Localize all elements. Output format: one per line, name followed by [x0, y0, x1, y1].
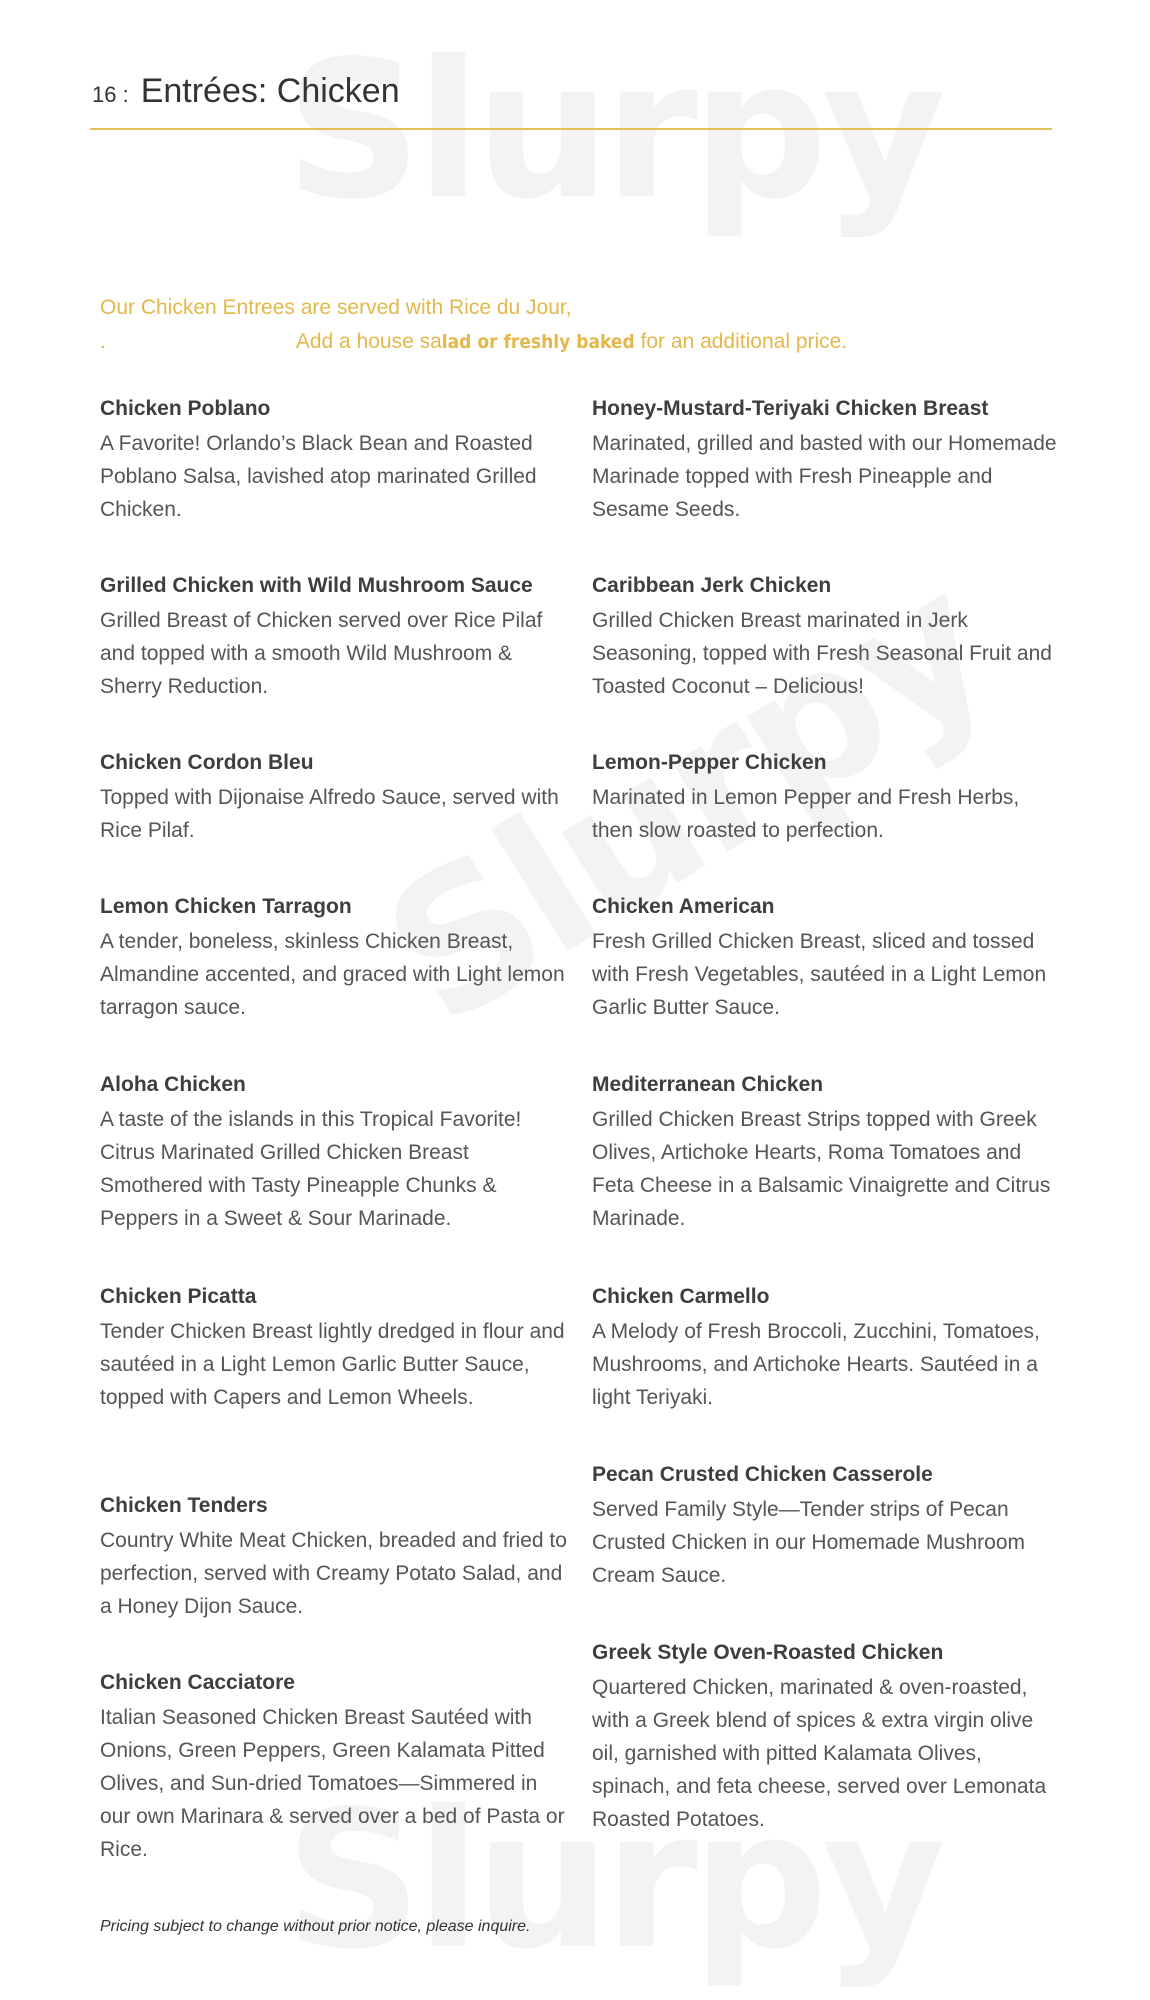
menu-item [100, 573, 570, 703]
menu-item-name: Mediterranean Chicken [592, 1073, 824, 1096]
menu-item-description: Italian Seasoned Chicken Breast Sautéed with Onions, Green Peppers, Green Kalamata Pitted Olives, and Sun-dried Tomatoes—Simmered in our own Marinara & served over a bed of Pasta or Rice. [100, 1706, 565, 1861]
menu-item-name: Chicken Cordon Bleu [100, 751, 314, 774]
menu-item-description: A tender, boneless, skinless Chicken Breast, Almandine accented, and graced with Light lemon tarragon sauce. [100, 930, 565, 1019]
menu-item-description: Country White Meat Chicken, breaded and fried to perfection, served with Creamy Potato Salad, and a Honey Dijon Sauce. [100, 1529, 567, 1618]
menu-item [100, 894, 570, 1024]
menu-item-name: Chicken Picatta [100, 1285, 257, 1308]
page-header [92, 72, 400, 111]
menu-item-name: Lemon Chicken Tarragon [100, 895, 352, 918]
menu-item-name: Lemon-Pepper Chicken [592, 751, 827, 774]
menu-item-description: Grilled Chicken Breast Strips topped with Greek Olives, Artichoke Hearts, Roma Tomatoes and Feta Cheese in a Balsamic Vinaigrette and Citrus Marinade. [592, 1108, 1051, 1230]
menu-item-name: Aloha Chicken [100, 1073, 246, 1096]
menu-item-name: Caribbean Jerk Chicken [592, 574, 832, 597]
menu-item [100, 750, 570, 847]
menu-item-description: Marinated in Lemon Pepper and Fresh Herbs, then slow roasted to perfection. [592, 786, 1020, 842]
menu-item [592, 573, 1062, 703]
menu-item [592, 396, 1062, 526]
menu-item [592, 1072, 1062, 1235]
menu-item-name: Chicken Poblano [100, 397, 271, 420]
menu-item-description: A Favorite! Orlando’s Black Bean and Roasted Poblano Salsa, lavished atop marinated Grilled Chicken. [100, 432, 537, 521]
menu-item [592, 750, 1062, 847]
menu-item-name: Greek Style Oven-Roasted Chicken [592, 1641, 944, 1664]
menu-item [592, 1640, 1062, 1836]
menu-item-description: Fresh Grilled Chicken Breast, sliced and tossed with Fresh Vegetables, sautéed in a Light Lemon Garlic Butter Sauce. [592, 930, 1047, 1019]
header-divider [90, 128, 1052, 130]
menu-item-description: Grilled Breast of Chicken served over Rice Pilaf and topped with a smooth Wild Mushroom & Sherry Reduction. [100, 609, 543, 698]
menu-item-name: Chicken American [592, 895, 775, 918]
menu-item-name: Chicken Cacciatore [100, 1671, 295, 1694]
intro-text-c: for an additional price. [634, 330, 848, 353]
menu-item [100, 1284, 570, 1414]
menu-item-name: Honey-Mustard-Teriyaki Chicken Breast [592, 397, 989, 420]
page-number: 16 : [92, 82, 129, 107]
menu-item [100, 1072, 570, 1235]
pricing-disclaimer: Pricing subject to change without prior notice, please inquire. [100, 1918, 531, 1935]
menu-item-description: Tender Chicken Breast lightly dredged in flour and sautéed in a Light Lemon Garlic Butter Sauce, topped with Capers and Lemon Wheels. [100, 1320, 565, 1409]
menu-item-name: Chicken Tenders [100, 1494, 268, 1517]
menu-item [100, 396, 570, 526]
menu-item-description: Grilled Chicken Breast marinated in Jerk Seasoning, topped with Fresh Seasonal Fruit and Toasted Coconut – Delicious! [592, 609, 1052, 698]
menu-item-description: A taste of the islands in this Tropical Favorite! Citrus Marinated Grilled Chicken Breast Smothered with Tasty Pineapple Chunks & Peppers in a Sweet & Sour Marinade. [100, 1108, 522, 1230]
menu-item-name: Grilled Chicken with Wild Mushroom Sauce [100, 574, 533, 597]
menu-item-description: Quartered Chicken, marinated & oven-roasted, with a Greek blend of spices & extra virgin olive oil, garnished with pitted Kalamata Olives, spinach, and feta cheese, served over Lemonata Roasted Potatoes. [592, 1676, 1047, 1831]
menu-item-description: Topped with Dijonaise Alfredo Sauce, served with Rice Pilaf. [100, 786, 559, 842]
menu-item [592, 1462, 1062, 1592]
menu-item [100, 1493, 570, 1623]
menu-item-name: Pecan Crusted Chicken Casserole [592, 1463, 933, 1486]
intro-text-b: lad or freshly baked [441, 331, 635, 353]
menu-item [592, 1284, 1062, 1414]
intro-line-1: Our Chicken Entrees are served with Rice du Jour, [100, 296, 572, 319]
menu-item [100, 1670, 570, 1866]
menu-item [592, 894, 1062, 1024]
menu-item-description: A Melody of Fresh Broccoli, Zucchini, Tomatoes, Mushrooms, and Artichoke Hearts. Sautéed in a light Teriyaki. [592, 1320, 1040, 1409]
menu-item-description: Served Family Style—Tender strips of Pecan Crusted Chicken in our Homemade Mushroom Cream Sauce. [592, 1498, 1026, 1587]
intro-line-2 [100, 330, 1000, 354]
intro-text-a: Add a house sa [295, 330, 442, 353]
menu-item-name: Chicken Carmello [592, 1285, 770, 1308]
watermark-logo [285, 20, 940, 241]
menu-item-description: Marinated, grilled and basted with our Homemade Marinade topped with Fresh Pineapple and Sesame Seeds. [592, 432, 1057, 521]
intro-dot: . [100, 330, 106, 353]
page-title: Entrées: Chicken [140, 72, 400, 110]
